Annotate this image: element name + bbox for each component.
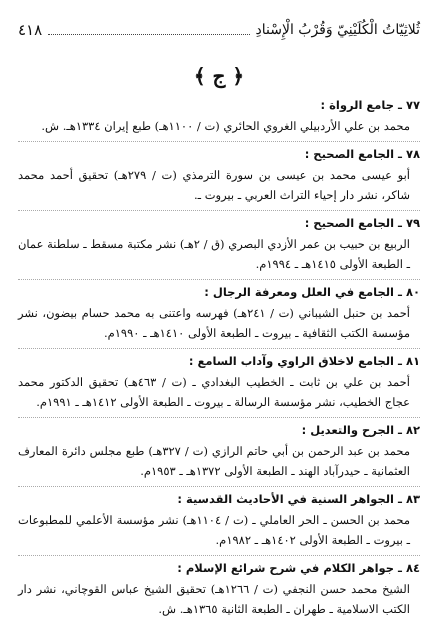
entry-title: ٨٢ ـ الجرح والتعديل :: [301, 423, 420, 437]
bibliography-entry: [18, 486, 420, 550]
bibliography-entry: [18, 210, 420, 274]
bibliography-entry: [18, 141, 420, 205]
entry-text: محمد بن الحسن ـ الحر العاملي ـ (ت / ١١٠٤هـ) نشر مؤسسة الأعلمي للمطبوعات ـ بيروت ـ الطبعة الأولى ١٤٠٢هـ ـ ١٩٨٢م.: [18, 513, 410, 547]
entry-title: ٧٧ ـ جامع الرواة :: [320, 98, 420, 112]
running-title: ثُلاثِيّاتُ الْكُلَيْنِيّ وَقُرْبُ الْإِسْنادِ: [255, 22, 420, 38]
entry-text: أبو عيسى محمد بن عيسى بن سورة الترمذي (ت / ٢٧٩هـ) تحقيق أحمد محمد شاكر، نشر دار إحياء التراث العربي ـ بيروت ـ.: [18, 168, 410, 202]
entry-text: محمد بن علي الأردبيلي الغروي الحائري (ت / ١١٠٠هـ) طبع إيران ١٣٣٤هـ. ش.: [41, 119, 410, 133]
entry-title: ٧٩ ـ الجامع الصحيح :: [304, 216, 420, 230]
bibliography-entry: [18, 279, 420, 343]
entry-title: ٧٨ ـ الجامع الصحيح :: [304, 147, 420, 161]
entry-text: الشيخ محمد حسن النجفي (ت / ١٢٦٦هـ) تحقيق الشيخ عباس القوچاني، نشر دار الكتب الاسلامية ـ طهران ـ الطبعة الثانية ١٣٦٥هـ. ش.: [18, 582, 410, 616]
bibliography-entry: [18, 555, 420, 619]
entry-title: ٨٠ ـ الجامع في العلل ومعرفة الرجال :: [204, 285, 420, 299]
header-dotted-leader: [48, 34, 249, 35]
entry-title: ٨١ ـ الجامع لاخلاق الراوي وآداب السامع :: [188, 354, 420, 368]
page-number: ٤١٨: [18, 21, 43, 39]
entry-text: الربيع بن حبيب بن عمر الأزدي البصري (ق / ٢هـ) نشر مكتبة مسقط ـ سلطنة عمان ـ الطبعة الأولى ١٤١٥هـ ـ ١٩٩٤م.: [17, 237, 410, 271]
entry-text: محمد بن عبد الرحمن بن أبي حاتم الرازي (ت / ٣٢٧هـ) طبع مجلس دائرة المعارف العثمانية ـ حيدرآباد الهند ـ الطبعة الأولى ١٣٧٢هـ ـ ١٩٥٣م.: [18, 444, 410, 478]
bibliography-list: [18, 96, 420, 624]
page-header: [18, 18, 420, 42]
bibliography-entry: [18, 348, 420, 412]
entry-title: ٨٤ ـ جواهر الكلام في شرح شرائع الإسلام :: [177, 561, 420, 575]
entry-title: ٨٣ ـ الجواهر السنية في الأحاديث القدسية :: [177, 492, 420, 506]
section-letter-heading: ﴿ ج ﴾: [193, 64, 245, 88]
entry-text: أحمد بن علي بن ثابت ـ الخطيب البغدادي ـ (ت / ٤٦٣هـ) تحقيق الدكتور محمد عجاج الخطيب، نشر مؤسسة الرسالة ـ بيروت ـ الطبعة الأولى ١٤١٢هـ ـ ١٩٩١م.: [18, 375, 410, 409]
entry-text: أحمد بن حنبل الشيباني (ت / ٢٤١هـ) فهرسه واعتنى به محمد حسام بيضون، نشر مؤسسة الكتب الثقافية ـ بيروت ـ الطبعة الأولى ١٤١٠هـ ـ ١٩٩٠م.: [18, 306, 410, 340]
bibliography-entry: [18, 417, 420, 481]
bibliography-entry: [18, 96, 420, 136]
